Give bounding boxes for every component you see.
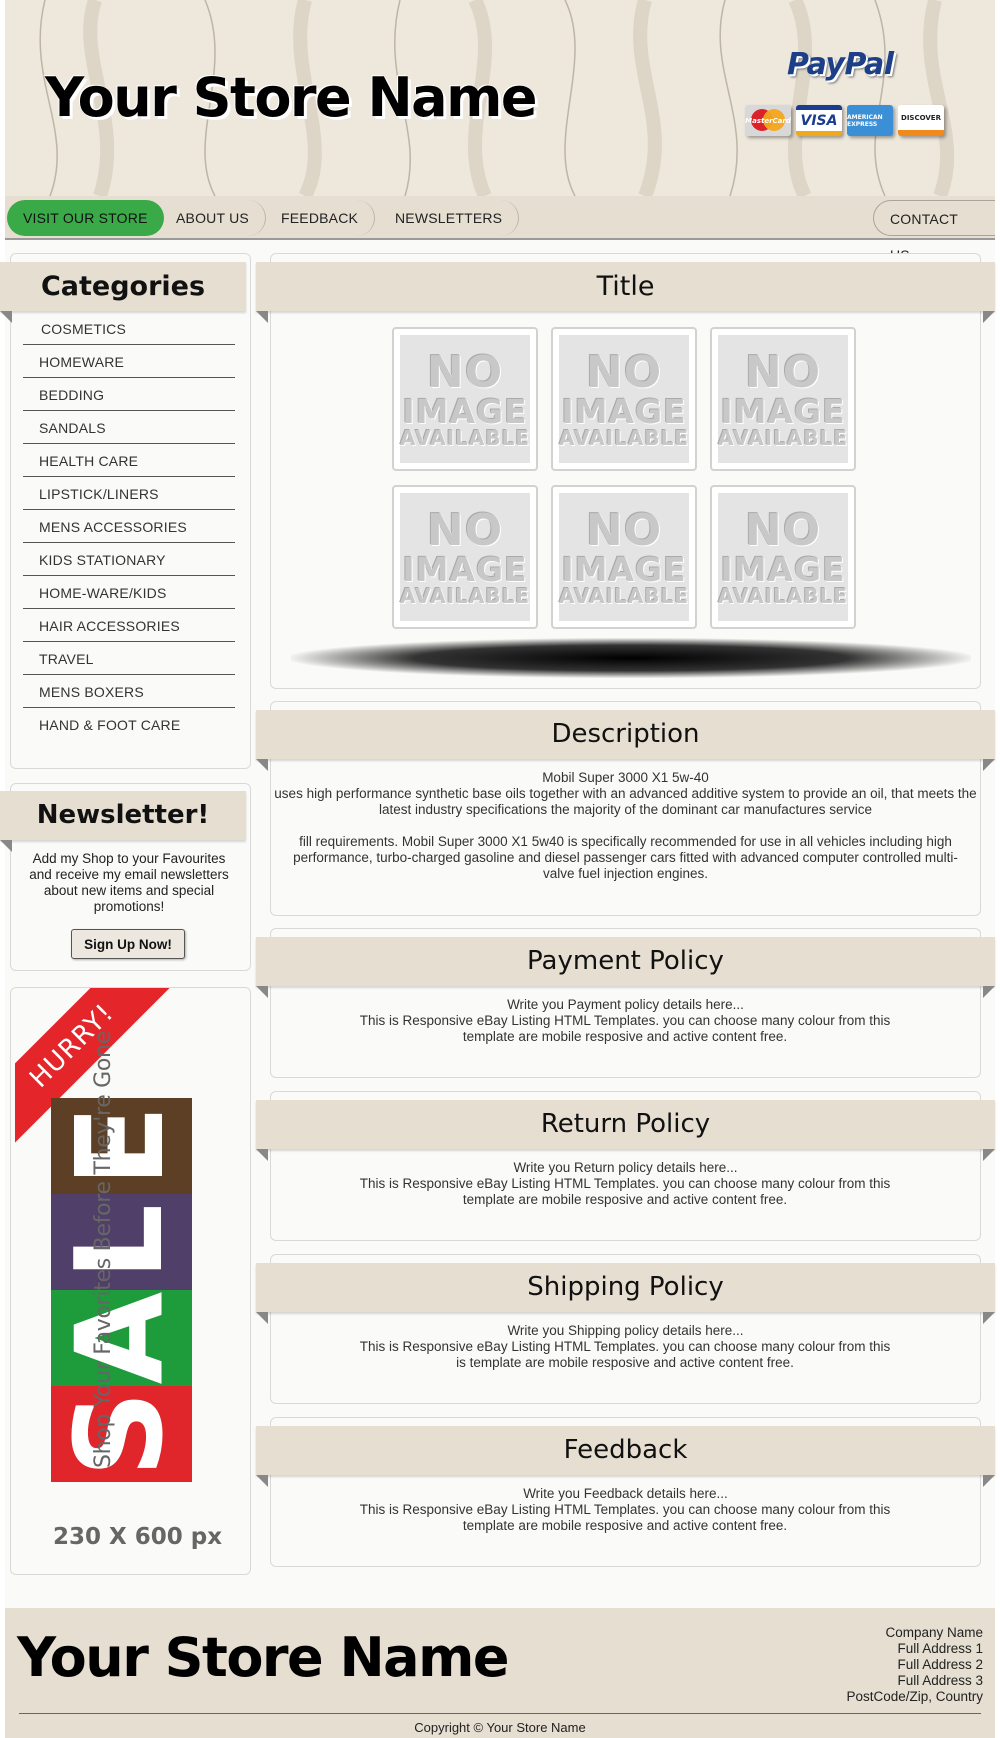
category-item[interactable]: MENS ACCESSORIES [23, 510, 235, 543]
return-policy-text: This is Responsive eBay Listing HTML Templates. you can choose many colour from this template are mobile resposive and active content free. [359, 1176, 891, 1207]
nav-newsletters[interactable]: NEWSLETTERS [379, 200, 519, 236]
footer-address [846, 1625, 983, 1705]
ribbon-fold [0, 840, 12, 852]
copyright: Copyright © Your Store Name [414, 1720, 586, 1735]
footer [5, 1608, 995, 1738]
banner-tagline: Shop Your Favorites Before They're Gone [91, 1031, 116, 1468]
ribbon-fold [256, 986, 268, 998]
return-policy-heading: Return Policy [256, 1100, 995, 1149]
newsletter-heading: Newsletter! [0, 791, 246, 840]
address-line: Full Address 3 [897, 1673, 983, 1688]
category-item[interactable]: MENS BOXERS [23, 675, 235, 708]
product-image-placeholder[interactable]: NO IMAGE AVAILABLE [551, 327, 697, 471]
nav-feedback[interactable]: FEEDBACK [265, 200, 375, 236]
sale-letter-e: E [51, 1098, 192, 1194]
sale-letter-l: L [51, 1194, 192, 1290]
paypal-logo: PayPal [787, 47, 894, 82]
visa-icon: VISA [796, 105, 842, 136]
banner-size-label: 230 X 600 px [53, 1524, 223, 1550]
category-item[interactable]: LIPSTICK/LINERS [23, 477, 235, 510]
ribbon-fold [256, 311, 268, 323]
payment-policy-intro: Write you Payment policy details here... [507, 997, 744, 1012]
category-item[interactable]: HOMEWARE [23, 345, 235, 378]
ribbon-fold [983, 1149, 995, 1161]
product-image-placeholder[interactable]: NO IMAGE AVAILABLE [392, 485, 538, 629]
category-item[interactable]: TRAVEL [23, 642, 235, 675]
ribbon-fold [256, 759, 268, 771]
main-nav [5, 196, 995, 240]
nav-contact-us[interactable]: CONTACT [873, 200, 995, 236]
product-image-placeholder[interactable]: NO IMAGE AVAILABLE [710, 485, 856, 629]
category-item[interactable]: HAND & FOOT CARE [39, 717, 181, 733]
shipping-policy-text: This is Responsive eBay Listing HTML Templates. you can choose many colour from this is template are mobile resposive and active content free. [359, 1339, 891, 1370]
postcode-country: PostCode/Zip, Country [846, 1689, 983, 1704]
ribbon-fold [0, 311, 12, 323]
sale-letter-a: A [51, 1291, 191, 1385]
sign-up-button[interactable]: Sign Up Now! [71, 929, 185, 959]
ribbon-fold [983, 759, 995, 771]
description-heading: Description [256, 710, 995, 759]
newsletter-text: Add my Shop to your Favourites and receive my email newsletters about new items and special promotions! [29, 851, 229, 914]
address-line: Full Address 1 [897, 1641, 983, 1656]
return-policy-intro: Write you Return policy details here... [513, 1160, 738, 1175]
ribbon-fold [983, 1312, 995, 1324]
ribbon-fold [983, 986, 995, 998]
category-item[interactable]: HOME-WARE/KIDS [23, 576, 235, 609]
category-item[interactable]: HAIR ACCESSORIES [23, 609, 235, 642]
category-list [23, 312, 235, 741]
shipping-policy-heading: Shipping Policy [256, 1263, 995, 1312]
discover-icon: DISCOVER [898, 105, 944, 136]
footer-store-name: Your Store Name [17, 1626, 509, 1689]
categories-heading: Categories [0, 262, 246, 311]
shipping-policy-intro: Write you Shipping policy details here... [507, 1323, 744, 1338]
ribbon-fold [256, 1475, 268, 1487]
mastercard-icon: MasterCard [745, 105, 791, 136]
product-image-placeholder[interactable]: NO IMAGE AVAILABLE [710, 327, 856, 471]
description-text: fill requirements. Mobil Super 3000 X1 5w40 is specifically recommended for use in all vehicles including high performance, turbo-charged gasoline and diesel passenger cars fitted with advanced computer controlled multi-valve fuel injection engines. [293, 834, 958, 881]
footer-divider [19, 1713, 981, 1714]
sale-letter-s: S [51, 1386, 192, 1482]
category-item[interactable]: KIDS STATIONARY [23, 543, 235, 576]
description-text: uses high performance synthetic base oils together with an advanced additive system to provide an oil, that meets the latest industry specifications the majority of the dominant car manufactures service [274, 786, 977, 817]
sale-banner[interactable] [15, 988, 251, 1574]
category-item[interactable]: SANDALS [23, 411, 235, 444]
payment-policy-heading: Payment Policy [256, 937, 995, 986]
payment-policy-text: This is Responsive eBay Listing HTML Templates. you can choose many colour from this template are mobile resposive and active content free. [359, 1013, 891, 1044]
description-title-line: Mobil Super 3000 X1 5w-40 [542, 770, 709, 785]
nav-about-us[interactable]: ABOUT US [160, 200, 266, 236]
gallery-shadow [291, 638, 971, 678]
ribbon-fold [256, 1149, 268, 1161]
listing-page [5, 0, 995, 1738]
hurry-ribbon: HURRY! [15, 988, 173, 1147]
payment-cards [745, 105, 944, 136]
store-name-heading: Your Store Name [45, 66, 537, 129]
category-item[interactable]: HEALTH CARE [23, 444, 235, 477]
feedback-heading: Feedback [256, 1426, 995, 1475]
nav-visit-store[interactable]: VISIT OUR STORE [7, 200, 164, 236]
product-image-placeholder[interactable]: NO IMAGE AVAILABLE [551, 485, 697, 629]
category-item[interactable]: COSMETICS [23, 312, 235, 345]
header [5, 0, 995, 196]
amex-icon: AMERICAN EXPRESS [847, 105, 893, 136]
category-item[interactable]: BEDDING [23, 378, 235, 411]
feedback-text: This is Responsive eBay Listing HTML Templates. you can choose many colour from this template are mobile resposive and active content free. [359, 1502, 891, 1533]
product-image-placeholder[interactable]: NO IMAGE AVAILABLE [392, 327, 538, 471]
gallery-heading: Title [256, 262, 995, 311]
address-line: Full Address 2 [897, 1657, 983, 1672]
ribbon-fold [983, 1475, 995, 1487]
ribbon-fold [983, 311, 995, 323]
company-name: Company Name [885, 1625, 983, 1640]
ribbon-fold [256, 1312, 268, 1324]
feedback-intro: Write you Feedback details here... [523, 1486, 728, 1501]
